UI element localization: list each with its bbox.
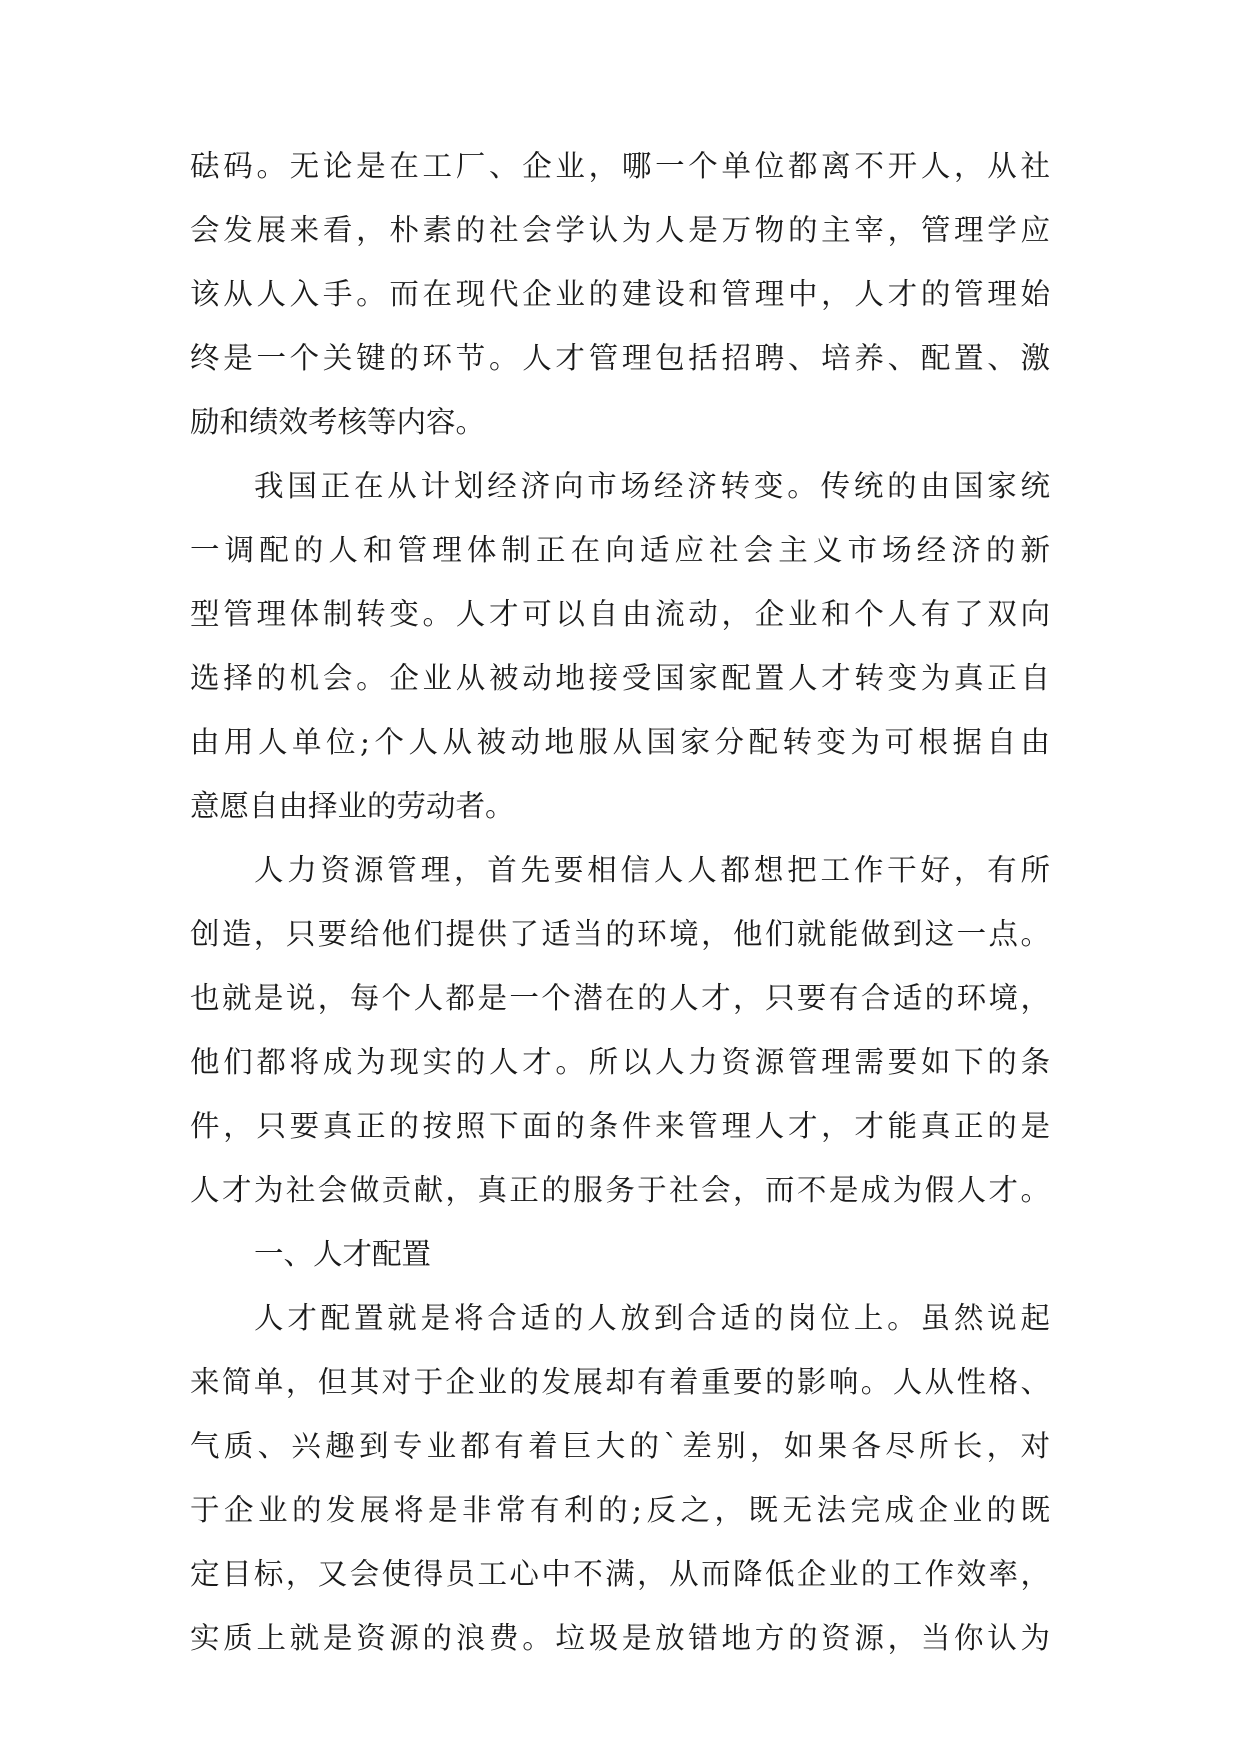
text-line: 一调配的人和管理体制正在向适应社会主义市场经济的新 (190, 533, 1050, 567)
text-line: 定目标，又会使得员工心中不满，从而降低企业的工作效率， (190, 1557, 1050, 1591)
text-line: 气质、兴趣到专业都有着巨大的`差别，如果各尽所长，对 (190, 1429, 1050, 1463)
text-line: 选择的机会。企业从被动地接受国家配置人才转变为真正自 (190, 661, 1050, 695)
text-line: 实质上就是资源的浪费。垃圾是放错地方的资源，当你认为 (190, 1621, 1050, 1655)
section-heading: 一、人才配置 (254, 1237, 432, 1271)
text-line: 我国正在从计划经济向市场经济转变。传统的由国家统 (254, 469, 1050, 503)
text-line: 砝码。无论是在工厂、企业，哪一个单位都离不开人，从社 (190, 149, 1050, 183)
text-line: 会发展来看，朴素的社会学认为人是万物的主宰，管理学应 (190, 213, 1050, 247)
text-line: 他们都将成为现实的人才。所以人力资源管理需要如下的条 (190, 1045, 1050, 1079)
text-line: 终是一个关键的环节。人才管理包括招聘、培养、配置、激 (190, 341, 1050, 375)
text-line: 型管理体制转变。人才可以自由流动，企业和个人有了双向 (190, 597, 1050, 631)
text-line: 人才为社会做贡献，真正的服务于社会，而不是成为假人才。 (190, 1173, 1050, 1207)
text-line: 该从人入手。而在现代企业的建设和管理中，人才的管理始 (190, 277, 1050, 311)
text-line: 由用人单位;个人从被动地服从国家分配转变为可根据自由 (190, 725, 1050, 759)
text-line: 创造，只要给他们提供了适当的环境，他们就能做到这一点。 (190, 917, 1050, 951)
text-line: 意愿自由择业的劳动者。 (190, 789, 515, 823)
text-line: 人力资源管理，首先要相信人人都想把工作干好，有所 (254, 853, 1050, 887)
text-line: 件，只要真正的按照下面的条件来管理人才，才能真正的是 (190, 1109, 1050, 1143)
text-line: 励和绩效考核等内容。 (190, 405, 486, 439)
text-line: 也就是说，每个人都是一个潜在的人才，只要有合适的环境， (190, 981, 1050, 1015)
text-line: 于企业的发展将是非常有利的;反之，既无法完成企业的既 (190, 1493, 1050, 1527)
text-line: 来简单，但其对于企业的发展却有着重要的影响。人从性格、 (190, 1365, 1050, 1399)
text-line: 人才配置就是将合适的人放到合适的岗位上。虽然说起 (254, 1301, 1050, 1335)
